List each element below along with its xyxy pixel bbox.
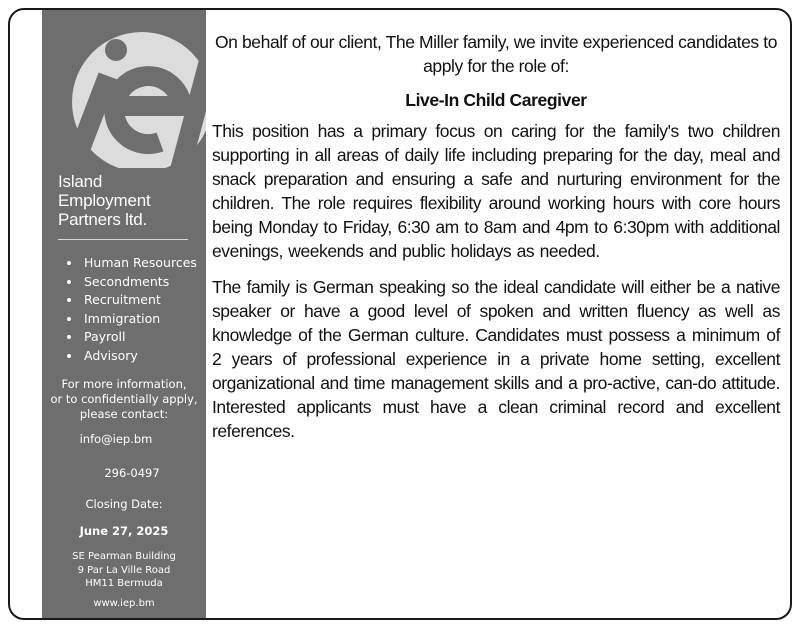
address-line: SE Pearman Building [72,551,176,562]
services-list [64,254,197,365]
contact-intro-line: or to confidentially apply, [50,392,198,406]
company-name-line: Employment [58,191,151,210]
sidebar-divider [58,239,188,240]
company-sidebar [42,10,206,618]
requirements-paragraph: The family is German speaking so the ideal candidate will either be a native speaker or have a good level of spoken and written fluency as well as knowledge of the German culture. Candidates must possess a minimum of 2 years of professional experience in a private home setting, excellent organizational and time management skills and a pro-active, can-do attitude. Interested applicants must have a clean criminal record and excellent references. [212,277,780,441]
description-paragraph: This position has a primary focus on caring for the family's two children supporting in all areas of daily life including preparing for the day, meal and snack preparation and ensuring a safe and nurturing environment for the children. The role requires flexibility around working hours with core hours being Monday to Friday, 6:30 am to 8am and 4pm to 6:30pm with additional evenings, weekends and public holidays as needed. [212,121,780,261]
posting-intro: On behalf of our client, The Miller family, we invite experienced candidates to apply for the role of: [214,32,778,76]
contact-intro [42,377,206,422]
address-line: 9 Par La Ville Road [77,564,171,576]
contact-phone: 296-0497 [104,466,160,480]
service-item: Advisory [64,347,197,366]
address-line: HM11 Bermuda [85,578,163,589]
closing-date-value: June 27, 2025 [79,524,169,538]
company-name [58,172,198,229]
contact-email[interactable]: info@iep.bm [79,432,153,446]
role-title: Live-In Child Caregiver [405,90,587,110]
contact-intro-line: For more information, [61,377,187,391]
company-name-line: Island [58,172,103,191]
service-item: Recruitment [64,291,197,310]
service-item: Payroll [64,328,197,347]
closing-date-label: Closing Date: [85,497,163,511]
service-item: Immigration [64,310,197,329]
iep-logo-graphic [42,10,206,168]
job-posting [212,30,780,443]
office-address [42,550,206,591]
service-item: Human Resources [64,254,197,273]
company-name-line: Partners ltd. [58,210,148,229]
service-item: Secondments [64,273,197,292]
company-logo [42,10,206,168]
contact-intro-line: please contact: [79,407,169,421]
advertisement-frame [8,8,792,620]
website-link[interactable]: www.iep.bm [93,598,155,609]
